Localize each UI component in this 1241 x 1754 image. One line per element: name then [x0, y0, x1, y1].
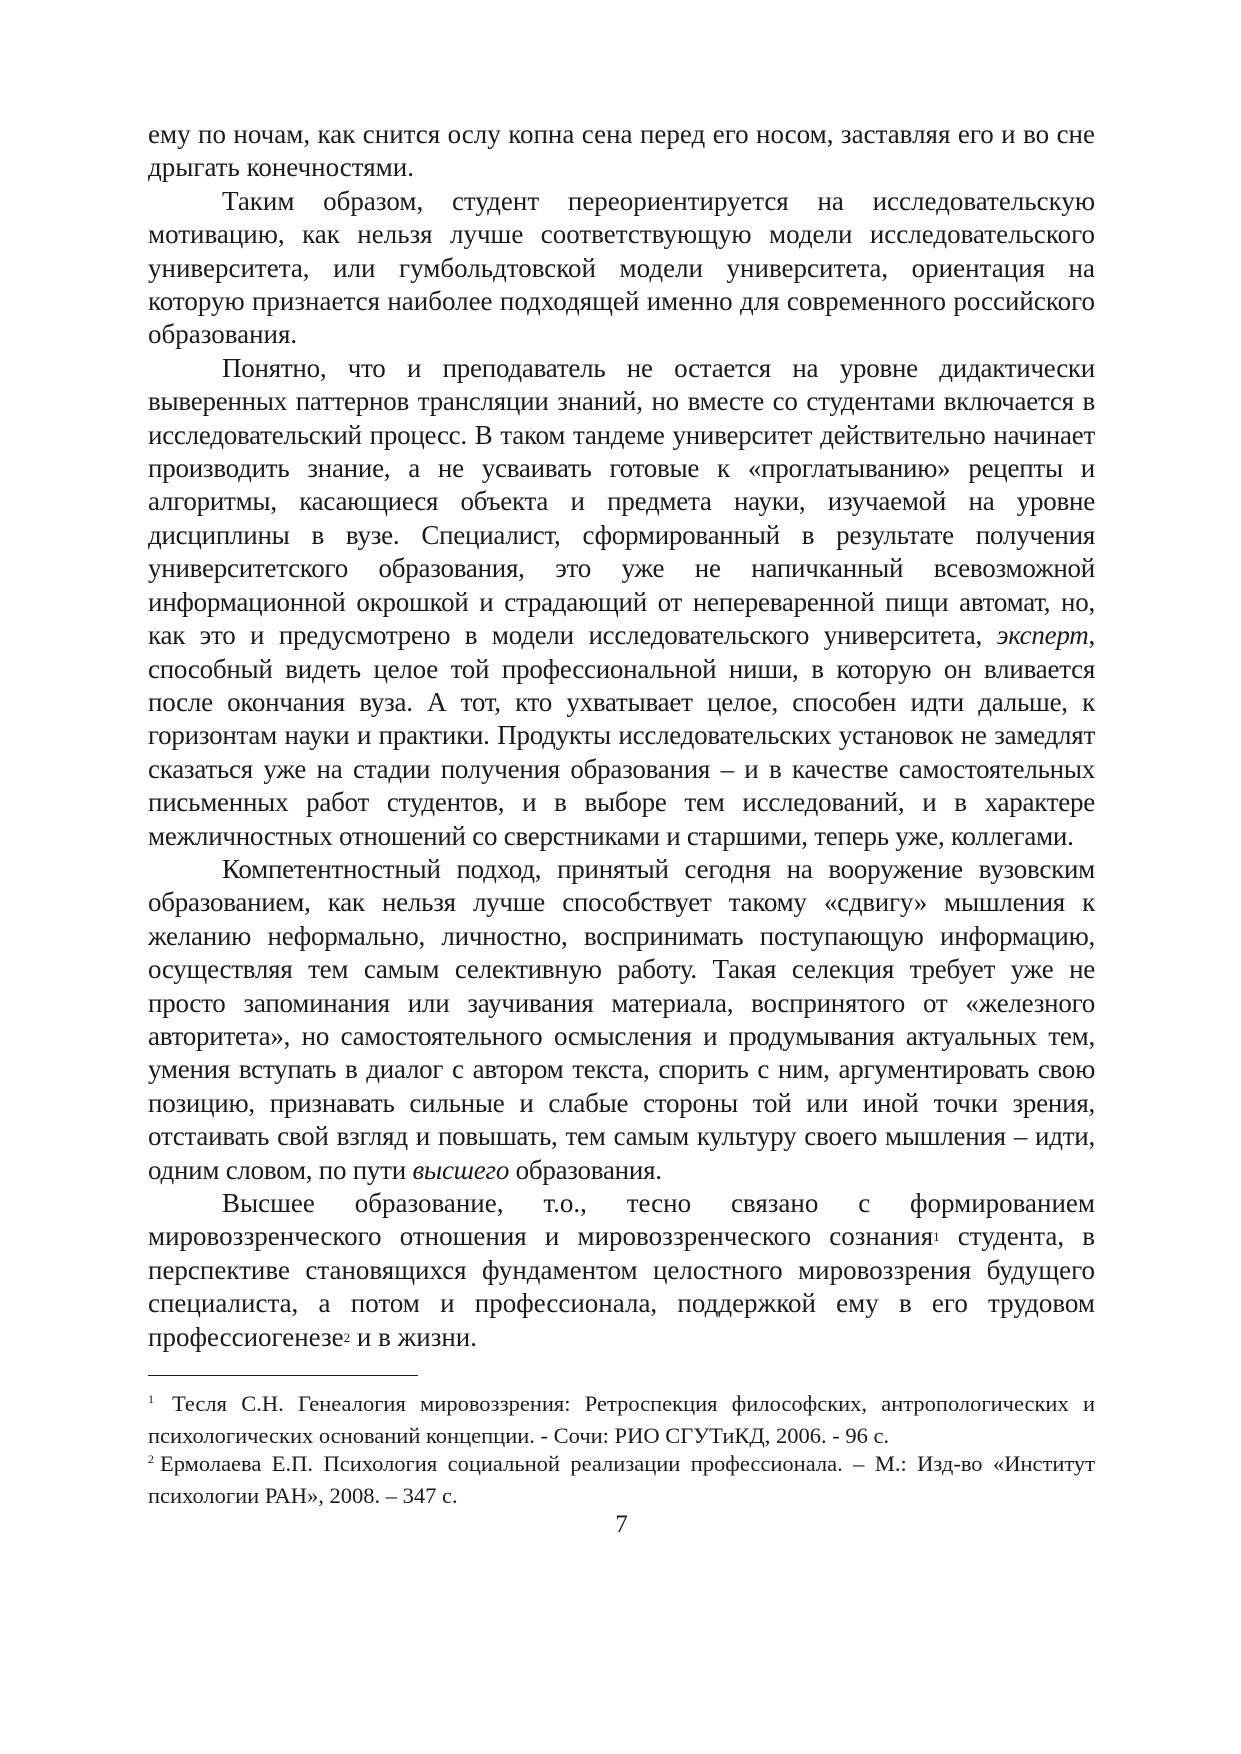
- footnote-ref-1[interactable]: 1: [933, 1229, 940, 1245]
- page-number: 7: [615, 1511, 628, 1539]
- footnote-1: [148, 1390, 1095, 1450]
- paragraph-text: Компетентностный подход, принятый сегодня на вооружение вузовским образованием, как нельзя лучше способствует такому «сдвигу» мышления к желанию неформально, личностно, воспринимать поступающую информацию, осуществляя тем самым селективную работу. Такая селекция требует уже не просто запоминания или заучивания материала, воспринятого от «железного авторитета», но самостоятельного осмысления и продумывания актуальных тем, умения вступать в диалог с автором текста, спорить с ним, аргументировать свою позицию, признавать сильные и слабые стороны той или иной точки зрения, отстаивать свой взгляд и повышать, тем самым культуру своего мышления – идти, одним словом, по пути: [148, 853, 1095, 1185]
- footnote-text: Ермолаева Е.П. Психология социальной реализации профессионала. – М.: Изд-во «Институт психологии РАН», 2008. – 347 с.: [148, 1451, 1095, 1508]
- paragraph-teacher-research: [148, 352, 1095, 853]
- paragraph-text: Высшее образование, т.о., тесно связано с формированием мировоззренческого отношения и мировоззренческого сознания: [148, 1188, 1095, 1252]
- footnote-text: Тесля С.Н. Генеалогия мировоззрения: Ретроспекция философских, антропологических и психологических оснований концепции. - Сочи: РИО СГУТиКД, 2006. - 96 с.: [148, 1391, 1095, 1448]
- footnote-ref-2[interactable]: 2: [343, 1329, 351, 1345]
- emphasis-expert: эксперт: [996, 620, 1089, 651]
- footnote-mark: 2: [148, 1452, 154, 1467]
- paragraph-research-motivation: Таким образом, студент переориентируется на исследовательскую мотивацию, как нельзя лучше соответствующую модели исследовательского университета, или гумбольдтовской модели университета, ориентация на которую признается наиболее подходящей именно для современного российского образования.: [148, 185, 1095, 350]
- emphasis-higher: высшего: [412, 1154, 510, 1185]
- paragraph-competence-approach: [148, 853, 1095, 1187]
- footnote-mark: 1: [148, 1392, 154, 1407]
- paragraph-continuation: ему по ночам, как снится ослу копна сена перед его носом, заставляя его и во сне дрыгать конечностями.: [148, 119, 1095, 183]
- paragraph-text: образования.: [509, 1154, 662, 1185]
- paragraph-text: , способный видеть целое той профессиональной ниши, в которую он вливается после окончания вуза. А тот, кто ухватывает целое, способен идти дальше, к горизонтам науки и практики. Продукты исследовательских установок не замедлят сказаться уже на стадии получения образования – и в качестве самостоятельных письменных работ студентов, и в выборе тем исследований, и в характере межличностных отношений со сверстниками и старшими, теперь уже, коллегами.: [148, 620, 1095, 851]
- document-page: [148, 118, 1095, 1540]
- paragraph-higher-education: [148, 1187, 1095, 1354]
- footnote-separator: [148, 1375, 418, 1376]
- paragraph-text: и в жизни.: [350, 1321, 478, 1352]
- paragraph-text: студента, в перспективе становящихся фундаментом целостного мировоззрения будущего специалиста, а потом и профессионала, поддержкой ему в его трудовом профессиогенезе: [148, 1221, 1095, 1352]
- paragraph-text: Понятно, что и преподаватель не остается на уровне дидактически выверенных паттернов трансляции знаний, но вместе со студентами включается в исследовательский процесс. В таком тандеме университет действительно начинает производить знание, а не усваивать готовые к «проглатыванию» рецепты и алгоритмы, касающиеся объекта и предмета науки, изучаемой на уровне дисциплины в вузе. Специалист, сформированный в результате получения университетского образования, это уже не напичканный всевозможной информационной окрошкой и страдающий от непереваренной пищи автомат, но, как это и предусмотрено в модели исследовательского университета,: [148, 352, 1095, 651]
- footnote-2: [148, 1450, 1095, 1510]
